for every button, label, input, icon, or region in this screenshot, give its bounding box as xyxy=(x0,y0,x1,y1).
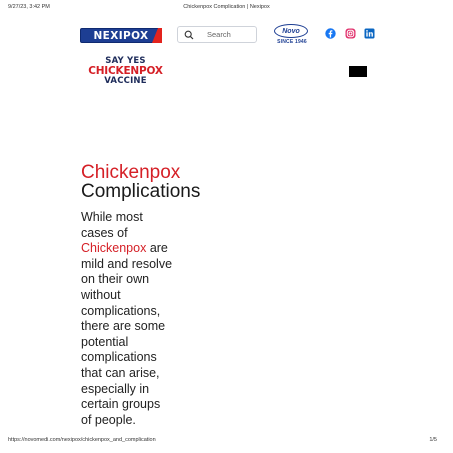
nexipox-logo[interactable] xyxy=(80,28,162,43)
print-header xyxy=(0,4,453,14)
paragraph-line: mild and resolve xyxy=(81,256,173,271)
paragraph-line: that can arise, xyxy=(81,365,160,380)
novo-oval xyxy=(274,24,308,38)
banner-line-3: VACCINE xyxy=(104,76,147,86)
banner-line-2: CHICKENPOX xyxy=(88,65,163,77)
article-paragraph xyxy=(81,210,221,428)
linkedin-icon[interactable] xyxy=(364,28,375,39)
logo-swoosh xyxy=(152,28,162,43)
paragraph-word: are xyxy=(149,241,168,256)
print-page-number: 1/5 xyxy=(429,437,437,443)
paragraph-line: especially in xyxy=(81,381,150,396)
paragraph-line: certain groups xyxy=(81,397,161,412)
paragraph-line: there are some xyxy=(81,319,166,334)
novo-logo[interactable] xyxy=(270,24,314,48)
paragraph-line: without xyxy=(81,287,121,302)
banner-line-1: SAY YES xyxy=(105,56,146,66)
paragraph-line: cases of xyxy=(81,225,128,240)
heading-chickenpox: Chickenpox xyxy=(81,162,181,183)
instagram-icon[interactable] xyxy=(345,28,356,39)
paragraph-line: complications, xyxy=(81,303,161,318)
paragraph-line: complications xyxy=(81,350,157,365)
paragraph-line: of people. xyxy=(81,412,136,427)
novo-since: SINCE 1946 xyxy=(277,39,307,45)
search-icon xyxy=(184,30,194,40)
print-url: https://novomedi.com/nexipox/chickenpox_and_complication xyxy=(8,437,156,443)
paragraph-line: on their own xyxy=(81,272,150,287)
heading-complications: Complications xyxy=(81,181,201,202)
print-page-title: Chickenpox Complication | Nexipox xyxy=(183,4,270,10)
chickenpox-link[interactable]: Chickenpox xyxy=(81,241,147,256)
paragraph-line: While most xyxy=(81,210,143,224)
print-footer xyxy=(0,437,453,447)
paragraph-line xyxy=(81,241,221,257)
logo-text: NEXIPOX xyxy=(93,29,149,42)
search-placeholder: Search xyxy=(207,30,231,39)
paragraph-line: potential xyxy=(81,334,129,349)
vaccine-banner[interactable] xyxy=(79,55,172,91)
search-input[interactable] xyxy=(177,26,257,43)
menu-block[interactable] xyxy=(349,66,367,77)
print-datetime: 9/27/23, 3:42 PM xyxy=(8,4,50,10)
facebook-icon[interactable] xyxy=(325,28,336,39)
novo-logo-text: Novo xyxy=(282,27,300,35)
